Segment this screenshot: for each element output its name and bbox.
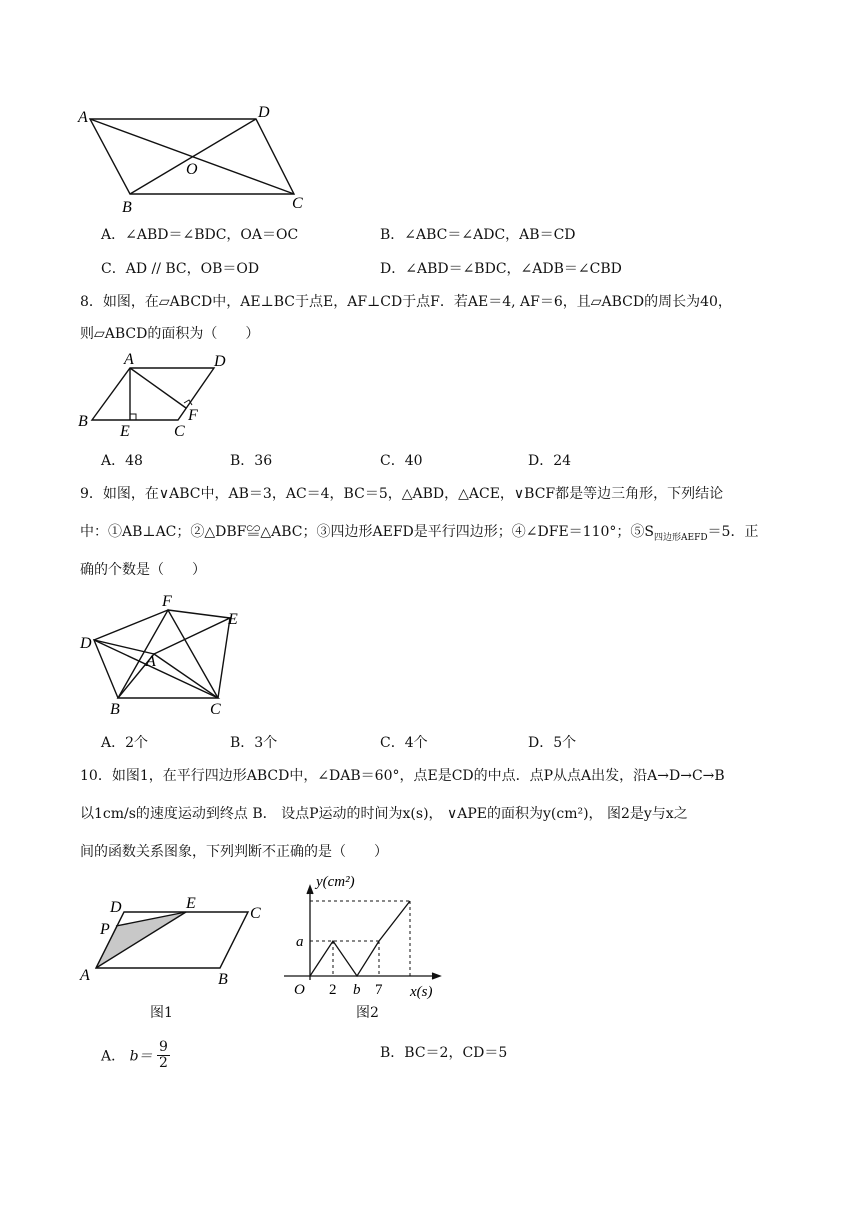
q8-stem-line2: 则▱ABCD的面积为（ ） (80, 326, 260, 342)
label-O: O (186, 161, 198, 178)
label-C: C (210, 701, 221, 718)
q7-option-a: A．∠ABD＝∠BDC，OA＝OC (101, 227, 299, 243)
q8-option-a: A．48 (101, 453, 143, 469)
q8-option-b: B．36 (230, 453, 273, 469)
label-E: E (186, 895, 196, 912)
label-A: A (78, 109, 88, 126)
q9-stem-line3: 确的个数是（ ） (80, 562, 206, 578)
a-label: a (296, 934, 304, 950)
q8-option-d: D．24 (528, 453, 572, 469)
tick-2: 2 (329, 982, 337, 998)
label-A: A (124, 351, 134, 368)
q9-option-a: A．2个 (101, 735, 149, 751)
q9-option-d: D．5个 (528, 735, 577, 751)
q9-line2-tail: ＝5．正 (707, 524, 759, 540)
label-F: F (188, 407, 198, 424)
label-D: D (258, 104, 270, 121)
tick-b: b (353, 982, 361, 998)
origin-label: O (294, 982, 305, 998)
q7-option-d: D．∠ABD＝∠BDC，∠ADB＝∠CBD (380, 261, 622, 277)
tick-7: 7 (375, 982, 383, 998)
label-C: C (250, 905, 261, 922)
q8-option-c: C．40 (380, 453, 423, 469)
q10-stem-line3: 间的函数关系图象，下列判断不正确的是（ ） (80, 844, 388, 860)
q10-figure1 (72, 892, 272, 987)
label-B: B (122, 199, 132, 215)
q10-figure1-caption: 图1 (150, 1005, 173, 1021)
label-A: A (80, 967, 90, 984)
label-E: E (120, 423, 130, 440)
q10-option-a-fraction (157, 1040, 170, 1071)
fraction-denominator: 2 (159, 1055, 168, 1071)
q9-option-b: B．3个 (230, 735, 278, 751)
q9-line2-main: 中：①AB⊥AC；②△DBF≌△ABC；③四边形AEFD是平行四边形；④∠DFE＝110°；⑤S (80, 524, 654, 540)
q9-figure (72, 590, 252, 720)
label-C: C (292, 195, 303, 212)
label-E: E (228, 611, 238, 628)
q8-figure (72, 348, 242, 440)
q9-option-c: C．4个 (380, 735, 428, 751)
label-F: F (162, 593, 172, 610)
label-A: A (146, 653, 156, 670)
q9-stem-line2 (80, 522, 758, 548)
q7-option-c: C．AD // BC，OB＝OD (101, 261, 260, 277)
label-B: B (78, 413, 88, 430)
q10-option-b: B．BC＝2，CD＝5 (380, 1045, 508, 1061)
label-P: P (100, 921, 110, 938)
q7-parallelogram-figure (70, 100, 340, 215)
q10-option-a (101, 1040, 170, 1072)
label-D: D (110, 899, 122, 916)
q10-option-a-prefix: A． (101, 1048, 126, 1065)
y-axis-label: y(cm²) (316, 874, 355, 890)
q10-option-a-var: b＝ (129, 1048, 153, 1065)
label-D: D (214, 353, 226, 370)
label-B: B (110, 701, 120, 718)
q10-figure2 (276, 870, 456, 1000)
q7-option-b: B．∠ABC＝∠ADC，AB＝CD (380, 227, 576, 243)
label-D: D (80, 635, 92, 652)
x-axis-label: x(s) (410, 984, 433, 1000)
q10-figure2-caption: 图2 (356, 1005, 379, 1021)
q9-stem-line1: 9．如图，在∨ABC中，AB＝3，AC＝4，BC＝5，△ABD，△ACE，∨BCF都是等边三角形，下列结论 (80, 486, 724, 502)
label-B: B (218, 971, 228, 987)
q10-stem-line2: 以1cm/s的速度运动到终点 B． 设点P运动的时间为x(s)， ∨APE的面积为y(cm²)， 图2是y与x之 (80, 806, 688, 822)
q9-line2-sub: 四边形AEFD (654, 532, 708, 543)
q10-stem-line1: 10．如图1，在平行四边形ABCD中，∠DAB＝60°，点E是CD的中点．点P从点A出发，沿A→D→C→B (80, 768, 725, 784)
label-C: C (174, 423, 185, 440)
q8-stem-line1: 8．如图，在▱ABCD中，AE⊥BC于点E，AF⊥CD于点F．若AE＝4, AF＝6，且▱ABCD的周长为40， (80, 294, 732, 310)
fraction-numerator: 9 (159, 1039, 168, 1055)
